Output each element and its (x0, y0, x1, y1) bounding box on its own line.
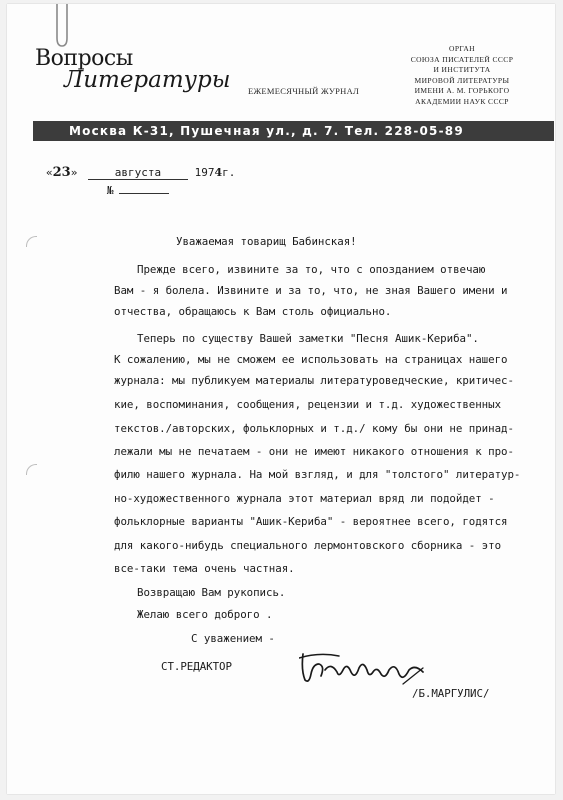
organ-line: ОРГАН (449, 44, 475, 53)
organ-line: МИРОВОЙ ЛИТЕРАТУРЫ (414, 75, 510, 85)
date-day: 23 (52, 165, 71, 180)
editor-title: СТ.РЕДАКТОР (161, 660, 232, 673)
punch-hole-mark (26, 464, 37, 475)
body-line: Желаю всего доброго . (137, 608, 273, 621)
greeting: Уважаемая товарищ Бабинская! (176, 235, 357, 248)
date-month: августа (88, 166, 188, 180)
closing-respect: С уважением - (191, 632, 275, 645)
body-line: Вам - я болела. Извините и за то, что, не зная Вашего имени и (114, 284, 508, 297)
journal-logo-line2: Литературы (64, 67, 231, 93)
body-line: журнала: мы публикуем материалы литературоведческие, критичес- (114, 374, 514, 387)
body-line: все-таки тема очень частная. (114, 562, 295, 575)
body-line: филю нашего журнала. На мой взгляд, и для "толстого" литератур- (114, 468, 521, 481)
body-line: Прежде всего, извините за то, что с опозданием отвечаю (137, 263, 486, 276)
editor-name: /Б.МАРГУЛИС/ (412, 687, 490, 700)
body-line: фольклорные варианты "Ашик-Кериба" - вероятнее всего, годятся (114, 515, 508, 528)
body-line: текстов./авторских, фольклорных и т.д./ кому бы они не принад- (114, 422, 514, 435)
editor-signature (299, 650, 429, 692)
date-year-suffix: г. (222, 166, 236, 179)
letter-page (7, 4, 555, 794)
organ-line: АКАДЕМИИ НАУК СССР (415, 96, 509, 106)
paper-clip-icon (53, 4, 71, 50)
body-line: для какого-нибудь специального лермонтовского сборника - это (114, 539, 502, 552)
date-open-quote: « (46, 166, 53, 179)
punch-hole-mark (26, 236, 37, 247)
journal-frequency: ЕЖЕМЕСЯЧНЫЙ ЖУРНАЛ (248, 86, 360, 96)
body-line: кие, воспоминания, сообщения, рецензии и т.д. художественных (114, 398, 502, 411)
number-label: № (107, 184, 114, 197)
organ-block (387, 44, 537, 107)
letter-date (46, 165, 235, 180)
address-bar: Москва К-31, Пушечная ул., д. 7. Тел. 228-05-89 (33, 121, 554, 141)
body-line: Возвращаю Вам рукопись. (137, 586, 286, 599)
date-year-digit: 4 (214, 166, 223, 179)
date-year-prefix: 197 (194, 166, 215, 179)
letter-number (107, 184, 169, 197)
body-line: отчества, обращаюсь к Вам столь официально. (114, 305, 392, 318)
organ-line: И ИНСТИТУТА (433, 65, 491, 74)
body-line: К сожалению, мы не сможем ее использовать на страницах нашего (114, 353, 508, 366)
body-line: но-художественного журнала этот материал вряд ли подойдет - (114, 492, 495, 505)
number-blank (119, 184, 169, 194)
body-line: Теперь по существу Вашей заметки "Песня Ашик-Кериба". (137, 332, 479, 345)
organ-line: ИМЕНИ А. М. ГОРЬКОГО (414, 86, 510, 95)
date-close-quote: » (70, 166, 78, 179)
organ-line: СОЮЗА ПИСАТЕЛЕЙ СССР (410, 54, 514, 64)
body-line: лежали мы не печатаем - они не имеют никакого отношения к про- (114, 445, 514, 458)
journal-logo-line1: Вопросы (35, 46, 133, 71)
